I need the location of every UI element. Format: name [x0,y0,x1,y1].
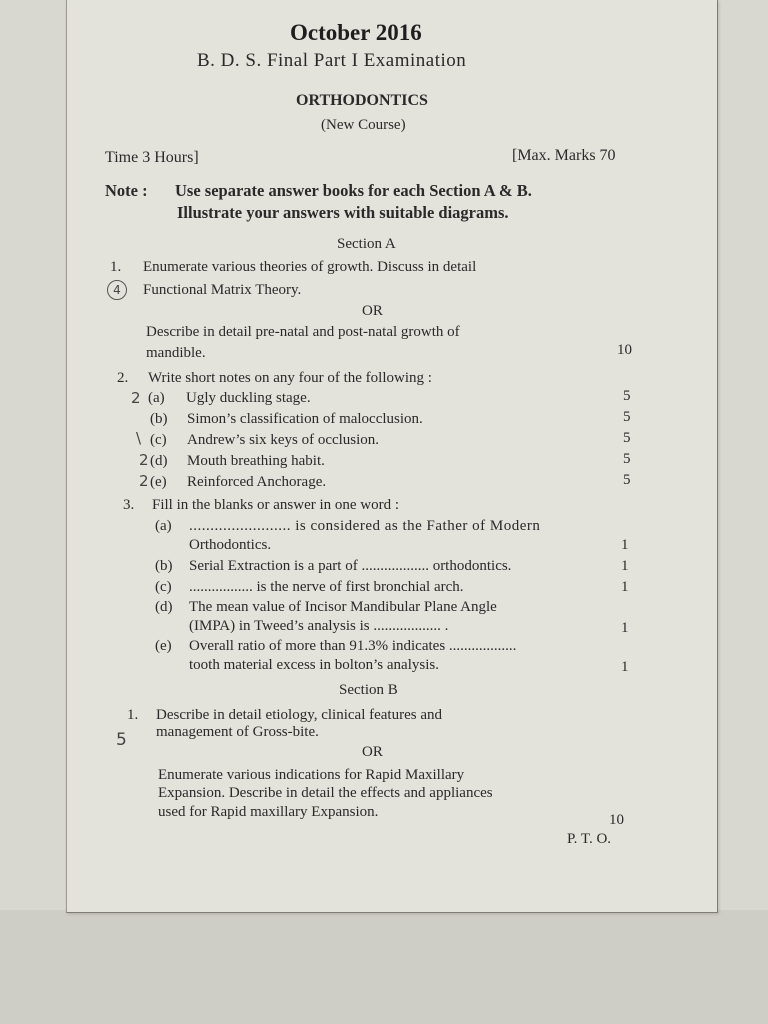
handwritten-mark-q1: 4 [107,280,127,300]
q2d-marks: 5 [623,451,631,467]
note-line-2: Illustrate your answers with suitable diagrams. [177,203,509,222]
course-label: (New Course) [321,117,406,133]
handwritten-mark-b1: 5 [116,730,127,750]
q2-number: 2. [117,370,129,386]
max-marks: [Max. Marks 70 [512,147,616,164]
q3b-marks: 1 [621,558,629,574]
q3c-label: (c) [155,579,172,595]
q2e-label: (e) [150,474,167,490]
q3d-marks: 1 [621,620,629,636]
q3e-line-1: Overall ratio of more than 91.3% indicates .................. [189,638,517,654]
q1-line-2: Functional Matrix Theory. [143,282,302,298]
q1-marks: 10 [617,342,632,358]
b-q1-number: 1. [127,707,139,723]
b-q1-alt-line-1: Enumerate various indications for Rapid Maxillary [158,767,465,783]
handwritten-mark-c: \ [136,429,142,447]
section-b-title: Section B [339,682,398,698]
q1-line-1: Enumerate various theories of growth. Discuss in detail [143,259,477,275]
time-allowed: Time 3 Hours] [105,149,199,166]
q3d-line-2: (IMPA) in Tweed’s analysis is .................. . [189,618,449,634]
handwritten-mark-e: 2 [139,472,149,490]
q2e-text: Reinforced Anchorage. [187,474,327,490]
handwritten-mark-d: 2 [139,451,149,469]
q3b-label: (b) [155,558,173,574]
handwritten-mark-a: 2 [131,389,141,407]
q3a-line-2: Orthodontics. [189,537,272,553]
table-surface [0,910,768,1024]
section-a-title: Section A [337,236,396,252]
b-q1-line-1: Describe in detail etiology, clinical features and [156,707,442,723]
q2-text: Write short notes on any four of the following : [148,370,432,386]
b-q1-alt-line-2: Expansion. Describe in detail the effects and appliances [158,785,493,801]
q2b-text: Simon’s classification of malocclusion. [187,411,423,427]
q3a-line-1: ........................ is considered as the Father of Modern [189,518,541,534]
q3-number: 3. [123,497,135,513]
q2c-label: (c) [150,432,167,448]
q3c-line-1: ................. is the nerve of first bronchial arch. [189,579,464,595]
b-q1-or: OR [362,744,383,760]
q2a-label: (a) [148,390,165,406]
q3b-line-1: Serial Extraction is a part of .................. orthodontics. [189,558,512,574]
q1-alt-line-1: Describe in detail pre-natal and post-natal growth of [146,324,460,340]
q2b-marks: 5 [623,409,631,425]
q2d-label: (d) [150,453,168,469]
q3-text: Fill in the blanks or answer in one word : [152,497,400,513]
b-q1-marks: 10 [609,812,624,828]
subject-title: ORTHODONTICS [296,92,428,109]
q3d-label: (d) [155,599,173,615]
pto-label: P. T. O. [567,831,612,847]
q3c-marks: 1 [621,579,629,595]
q1-alt-line-2: mandible. [146,345,206,361]
q3a-marks: 1 [621,537,629,553]
note-label: Note : [105,181,148,200]
note-line-1: Use separate answer books for each Section A & B. [175,181,532,200]
exam-title: B. D. S. Final Part I Examination [197,50,467,71]
q3e-marks: 1 [621,659,629,675]
q1-number: 1. [110,259,122,275]
q2a-text: Ugly duckling stage. [186,390,311,406]
q3d-line-1: The mean value of Incisor Mandibular Plane Angle [189,599,497,615]
q3a-label: (a) [155,518,172,534]
b-q1-line-2: management of Gross-bite. [156,724,319,740]
instructions-note [105,180,532,224]
q2c-text: Andrew’s six keys of occlusion. [187,432,380,448]
q2a-marks: 5 [623,388,631,404]
q3e-line-2: tooth material excess in bolton’s analysis. [189,657,439,673]
q3e-label: (e) [155,638,172,654]
q2d-text: Mouth breathing habit. [187,453,325,469]
q2e-marks: 5 [623,472,631,488]
q2c-marks: 5 [623,430,631,446]
b-q1-alt-line-3: used for Rapid maxillary Expansion. [158,804,379,820]
exam-date: October 2016 [290,20,422,45]
q1-or: OR [362,303,383,319]
q2b-label: (b) [150,411,168,427]
